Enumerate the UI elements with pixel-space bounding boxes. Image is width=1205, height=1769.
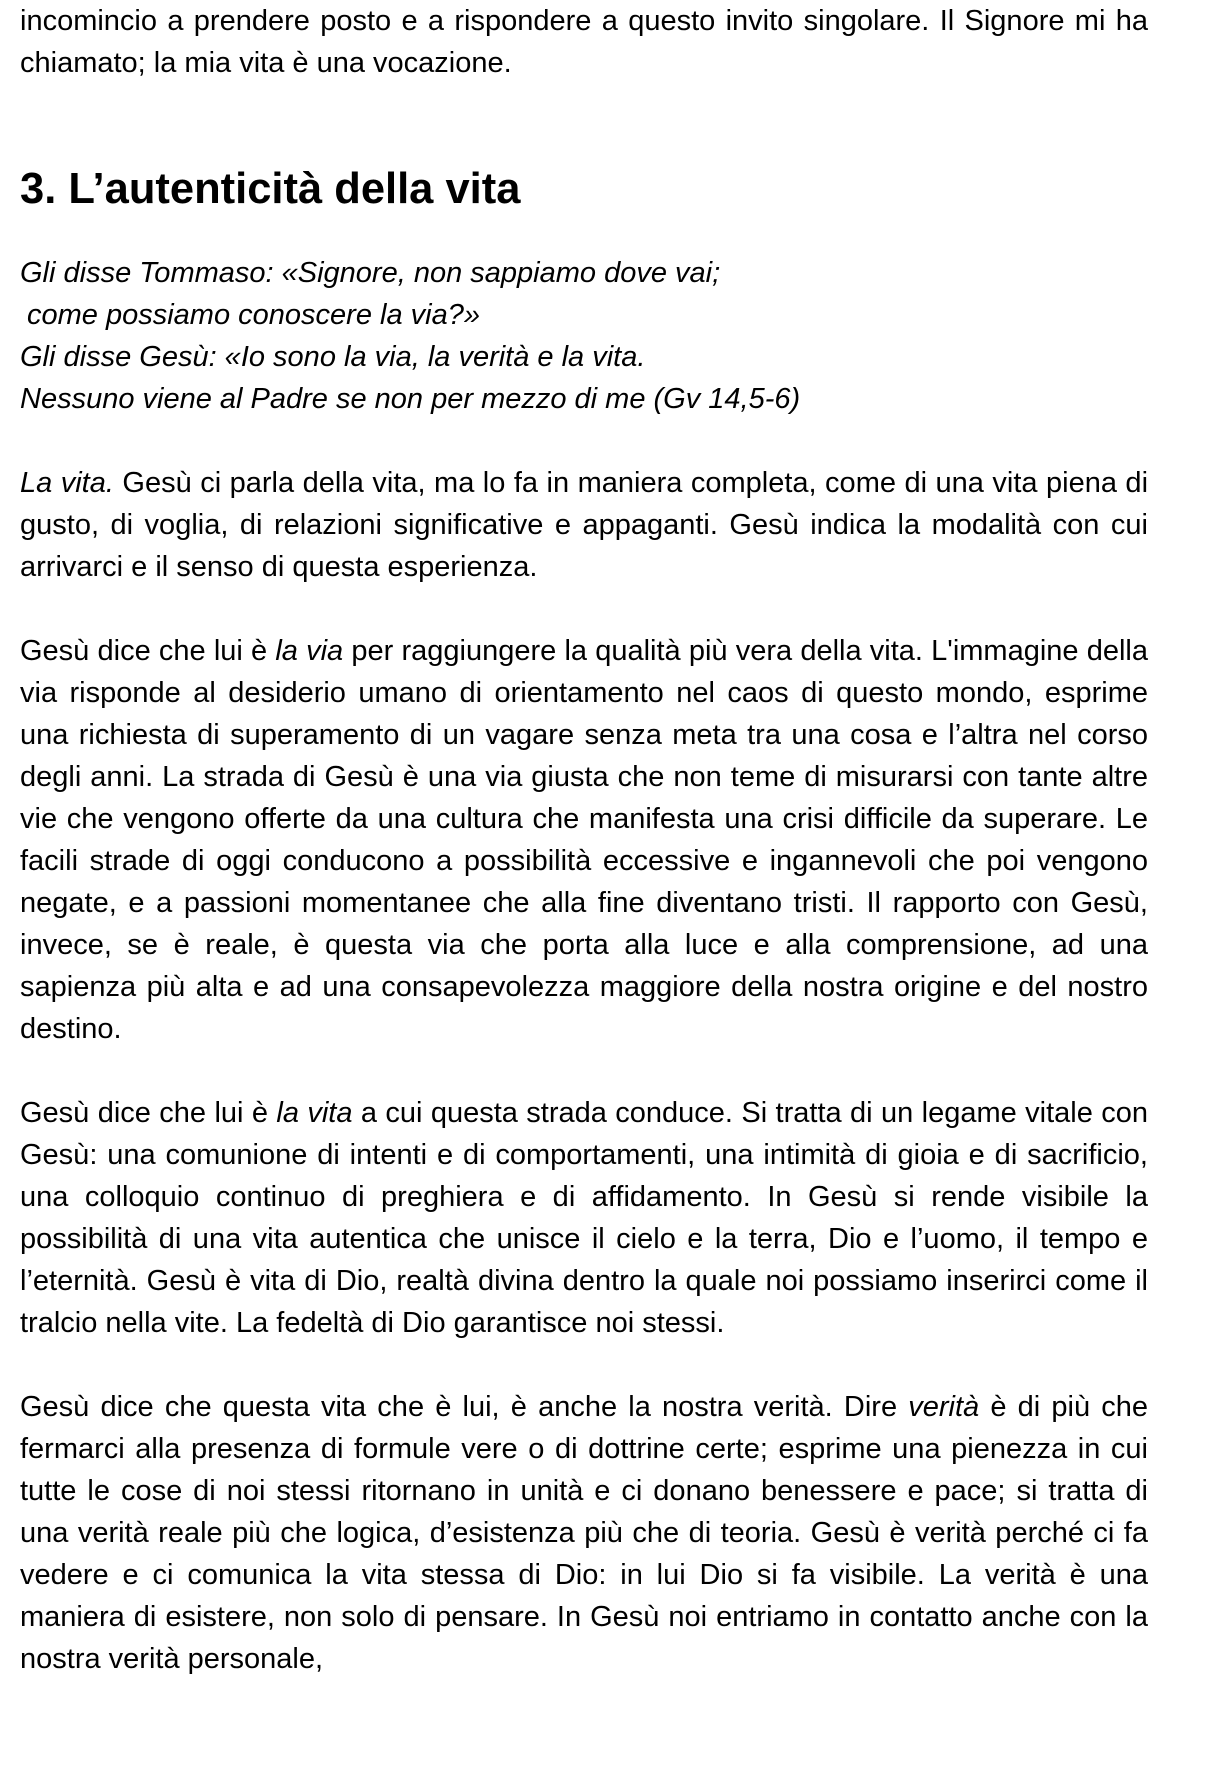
paragraph-la-vita — [20, 462, 1148, 588]
paragraph-text: è di più che fermarci alla presenza di formule vere o di dottrine certe; esprime una pienezza in cui tutte le cose di noi stessi ritornano in unità e ci donano benessere e pace; si tratta di una verità reale più che logica, d’esistenza più che di teoria. Gesù è verità perché ci fa vedere e ci comunica la vita stessa di Dio: in lui Dio si fa visibile. La verità è una maniera di esistere, non solo di pensare. In Gesù noi entriamo in contatto anche con la nostra verità personale, — [20, 1391, 1149, 1675]
spacer — [20, 420, 1148, 462]
quote-line: come possiamo conoscere la via?» — [27, 299, 480, 331]
quote-line: Nessuno viene al Padre se non per mezzo di me (Gv 14,5-6) — [20, 383, 801, 415]
paragraph-text: a cui questa strada conduce. Si tratta di un legame vitale con Gesù: una comunione di intenti e di comportamenti, una intimità di gioia e di sacrificio, una colloquio continuo di preghiera e di affidamento. In Gesù si rende visibile la possibilità di una vita autentica che unisce il cielo e la terra, Dio e l’uomo, il tempo e l’eternità. Gesù è vita di Dio, realtà divina dentro la quale noi possiamo inserirci come il tralcio nella vite. La fedeltà di Dio garantisce noi stessi. — [20, 1097, 1148, 1339]
italic-term: la via — [275, 635, 344, 667]
paragraph-text: Gesù dice che questa vita che è lui, è anche la nostra verità. Dire — [20, 1391, 909, 1423]
spacer — [20, 210, 1148, 252]
paragraph-text: per raggiungere la qualità più vera della vita. L'immagine della via risponde al desiderio umano di orientamento nel caos di questo mondo, esprime una richiesta di superamento di un vagare senza meta tra una cosa e l’altra nel corso degli anni. La strada di Gesù è una via giusta che non teme di misurarsi con tante altre vie che vengono offerte da una cultura che manifesta una crisi difficile da superare. Le facili strade di oggi conducono a possibilità eccessive e ingannevoli che poi vengono negate, e a passioni momentanee che alla fine diventano tristi. Il rapporto con Gesù, invece, se è reale, è questa via che porta alla luce e alla comprensione, ad una sapienza più alta e ad una consapevolezza maggiore della nostra origine e del nostro destino. — [20, 635, 1148, 1045]
spacer — [20, 1050, 1148, 1092]
italic-term: la vita — [276, 1097, 353, 1129]
paragraph-text: Gesù dice che lui è — [20, 1097, 277, 1129]
italic-term: verità — [908, 1391, 980, 1423]
scripture-quote — [20, 252, 1148, 420]
paragraph-text: Gesù dice che lui è — [20, 635, 276, 667]
spacer — [20, 588, 1148, 630]
paragraph-text: Gesù ci parla della vita, ma lo fa in maniera completa, come di una vita piena di gusto, di voglia, di relazioni significative e appaganti. Gesù indica la modalità con cui arrivarci e il senso di questa esperienza. — [20, 467, 1149, 583]
section-heading: 3. L’autenticità della vita — [20, 165, 521, 213]
paragraph-vita-legame — [20, 1092, 1148, 1344]
paragraph-verita — [20, 1386, 1148, 1680]
spacer — [20, 1344, 1148, 1386]
spacer — [20, 84, 1148, 168]
italic-lead: La vita. — [20, 467, 114, 499]
quote-line: Gli disse Gesù: «Io sono la via, la verità e la vita. — [20, 341, 646, 373]
intro-paragraph: incomincio a prendere posto e a rispondere a questo invito singolare. Il Signore mi ha chiamato; la mia vita è una vocazione. — [20, 5, 1148, 79]
paragraph-la-via — [20, 630, 1148, 1050]
quote-line: Gli disse Tommaso: «Signore, non sappiamo dove vai; — [20, 257, 721, 289]
document-page — [20, 0, 1148, 1680]
